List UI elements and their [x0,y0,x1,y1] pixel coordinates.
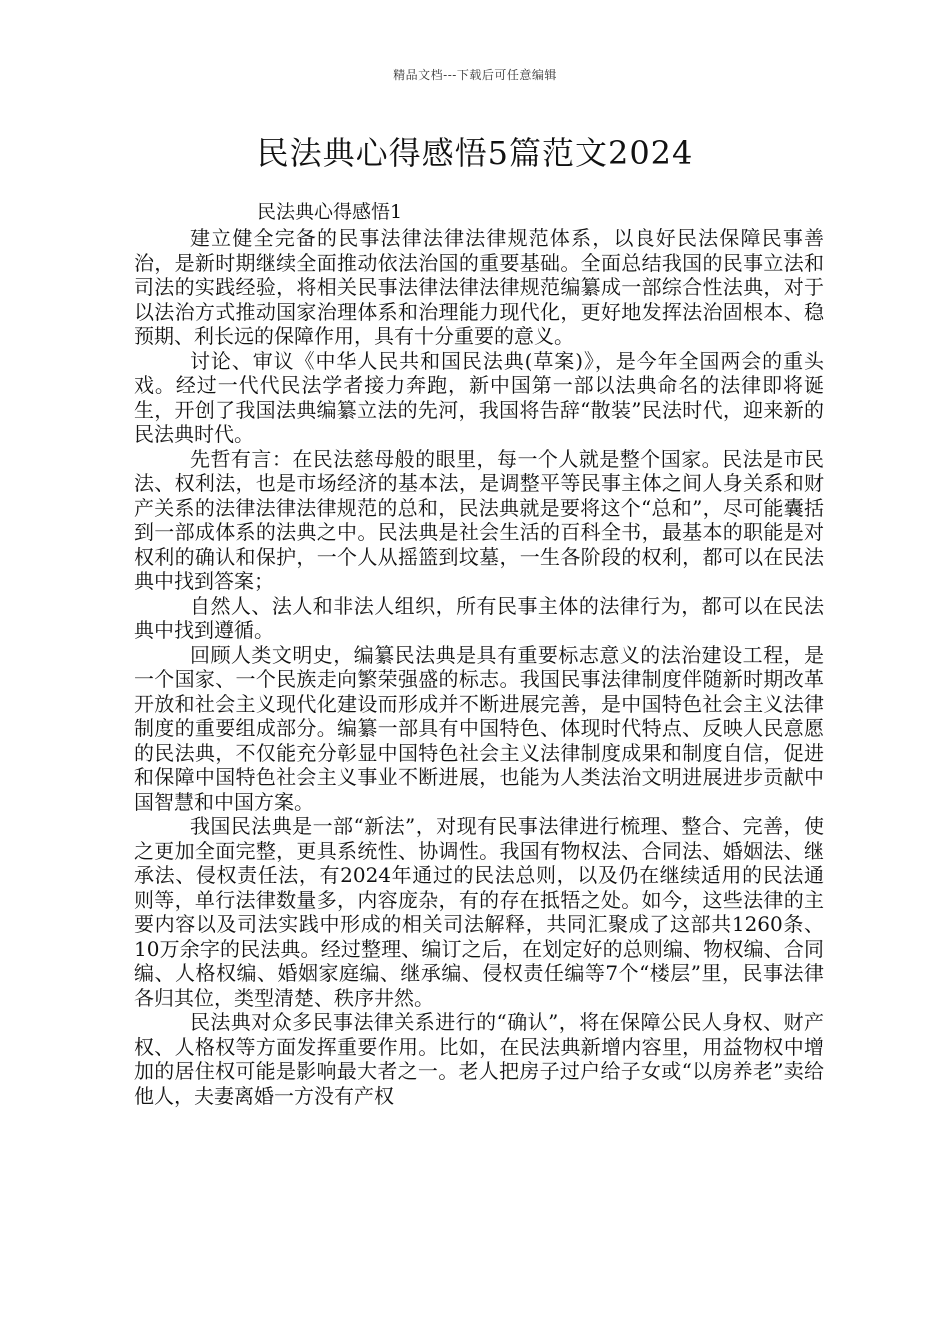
paragraph: 先哲有言：在民法慈母般的眼里，每一个人就是整个国家。民法是市民法、权利法，也是市场经济的基本法，是调整平等民事主体之间人身关系和财产关系的法律法律法律规范的总和，民法典就是要将这个“总和”，尽可能囊括到一部成体系的法典之中。民法典是社会生活的百科全书，最基本的职能是对权利的确认和保护，一个人从摇篮到坟墓，一生各阶段的权利，都可以在民法典中找到答案； [134,446,824,593]
section-heading: 民法典心得感悟1 [257,201,403,223]
paragraph: 回顾人类文明史，编纂民法典是具有重要标志意义的法治建设工程，是一个国家、一个民族走向繁荣强盛的标志。我国民事法律制度伴随新时期改革开放和社会主义现代化建设而形成并不断进展完善，是中国特色社会主义法律制度的重要组成部分。编纂一部具有中国特色、体现时代特点、反映人民意愿的民法典，不仅能充分彰显中国特色社会主义法律制度成果和制度自信，促进和保障中国特色社会主义事业不断进展，也能为人类法治文明进展进步贡献中国智慧和中国方案。 [134,642,824,814]
document-title: 民法典心得感悟5篇范文2024 [256,134,694,172]
paragraph: 民法典对众多民事法律关系进行的“确认”，将在保障公民人身权、财产权、人格权等方面发挥重要作用。比如，在民法典新增内容里，用益物权中增加的居住权可能是影响最大者之一。老人把房子过户给子女或“以房养老”卖给他人，夫妻离婚一方没有产权 [134,1010,824,1108]
paragraph: 我国民法典是一部“新法”，对现有民事法律进行梳理、整合、完善，使之更加全面完整，更具系统性、协调性。我国有物权法、合同法、婚姻法、继承法、侵权责任法，有2024年通过的民法总则，以及仍在继续适用的民法通则等，单行法律数量多，内容庞杂，有的存在抵牾之处。如今，这些法律的主要内容以及司法实践中形成的相关司法解释，共同汇聚成了这部共1260条、10万余字的民法典。经过整理、编订之后，在划定好的总则编、物权编、合同编、人格权编、婚姻家庭编、继承编、侵权责任编等7个“楼层”里，民事法律各归其位，类型清楚、秩序井然。 [134,814,824,1010]
document-body [134,200,824,1108]
paragraph: 自然人、法人和非法人组织，所有民事主体的法律行为，都可以在民法典中找到遵循。 [134,593,824,642]
paragraph: 讨论、审议《中华人民共和国民法典(草案)》，是今年全国两会的重头戏。经过一代代民法学者接力奔跑，新中国第一部以法典命名的法律即将诞生，开创了我国法典编纂立法的先河，我国将告辞“散装”民法时代，迎来新的民法典时代。 [134,348,824,446]
paragraph: 建立健全完备的民事法律法律法律规范体系，以良好民法保障民事善治，是新时期继续全面推动依法治国的重要基础。全面总结我国的民事立法和司法的实践经验，将相关民事法律法律法律规范编纂成一部综合性法典，对于以法治方式推动国家治理体系和治理能力现代化，更好地发挥法治固根本、稳预期、利长远的保障作用，具有十分重要的意义。 [134,226,824,348]
page-header: 精品文档---下载后可任意编辑 [393,68,557,82]
